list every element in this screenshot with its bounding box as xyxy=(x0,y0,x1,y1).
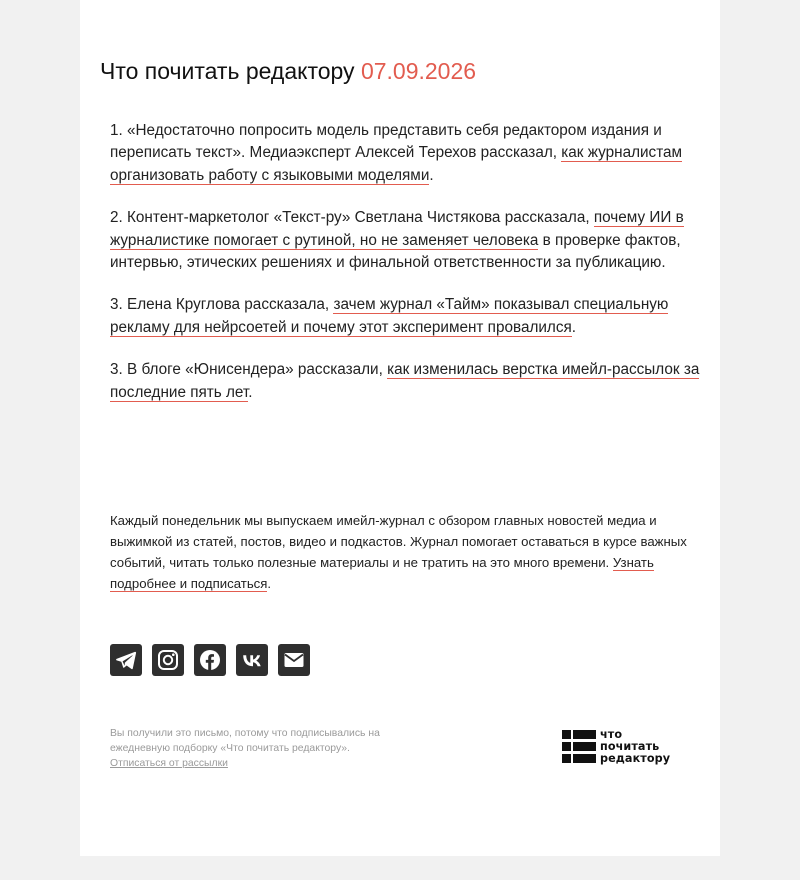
item-text-end: . xyxy=(571,318,577,336)
subscribe-link[interactable]: Узнать подробнее и подписаться xyxy=(110,555,654,591)
article-link[interactable]: как журналистам организовать работу с языковыми моделями xyxy=(110,144,683,184)
telegram-link[interactable] xyxy=(110,644,142,676)
footer-text: Вы получили это письмо, потому что подписывались на ежедневную подборку «Что почитать редактору». xyxy=(110,728,380,754)
item-text: 3. В блоге «Юнисендера» рассказали, xyxy=(110,361,388,379)
telegram-icon xyxy=(114,648,138,672)
item-text-end: в проверке фактов, интервью, этических решениях и финальной ответственности за публикацию. xyxy=(110,231,681,272)
logo-block xyxy=(562,742,571,751)
newsletter-intro xyxy=(110,510,700,594)
facebook-icon xyxy=(198,648,222,672)
article-list xyxy=(110,120,700,424)
list-item xyxy=(110,359,700,404)
vk-icon xyxy=(240,648,264,672)
email-card xyxy=(80,0,720,856)
list-item xyxy=(110,120,700,187)
intro-text-end: . xyxy=(267,576,272,591)
instagram-icon xyxy=(156,648,180,672)
social-links xyxy=(110,644,310,676)
logo-line: что xyxy=(600,728,623,741)
vk-link[interactable] xyxy=(236,644,268,676)
logo-block xyxy=(573,754,596,763)
item-text-end: . xyxy=(248,383,253,401)
logo-block xyxy=(562,754,571,763)
logo-line: редактору xyxy=(600,752,671,765)
intro-text: Каждый понедельник мы выпускаем имейл-журнал с обзором главных новостей медиа и выжимкой из статей, постов, видео и подкастов. Журнал помогает оставаться в курсе важных событий, читать только полезные материалы и не тратить на это много времени. xyxy=(110,513,687,570)
issue-date: 07.09.2026 xyxy=(360,58,477,84)
page-title xyxy=(100,58,476,85)
logo-block xyxy=(573,730,596,739)
article-link[interactable]: зачем журнал «Тайм» показывал специальную рекламу для нейрсоетей и почему этот эксперимент провалился xyxy=(110,296,669,336)
item-text: 1. «Недостаточно попросить модель представить себя редактором издания и переписать текст». Медиаэксперт Алексей Терехов рассказал, xyxy=(110,122,662,162)
email-icon xyxy=(282,648,306,672)
article-link[interactable]: как изменилась верстка имейл-рассылок за последние пять лет xyxy=(110,361,700,401)
title-text: Что почитать редактору xyxy=(100,58,355,84)
email-link[interactable] xyxy=(278,644,310,676)
unsubscribe-link[interactable]: Отписаться от рассылки xyxy=(110,758,228,769)
item-text-end: . xyxy=(429,166,434,184)
footer-note xyxy=(110,726,400,771)
instagram-link[interactable] xyxy=(152,644,184,676)
facebook-link[interactable] xyxy=(194,644,226,676)
list-item xyxy=(110,294,700,339)
logo-block xyxy=(573,742,596,751)
logo-line: почитать xyxy=(600,740,660,753)
list-item xyxy=(110,207,700,274)
article-link[interactable]: почему ИИ в журналистике помогает с рутиной, но не заменяет человека xyxy=(110,209,684,249)
logo-block xyxy=(562,730,571,739)
logo-mark-icon xyxy=(562,730,596,764)
logo-wordmark xyxy=(600,729,670,765)
item-text: 2. Контент-маркетолог «Текст-ру» Светлана Чистякова рассказала, xyxy=(110,209,594,227)
item-text: 3. Елена Круглова рассказала, xyxy=(110,296,334,314)
brand-logo[interactable] xyxy=(562,730,692,766)
